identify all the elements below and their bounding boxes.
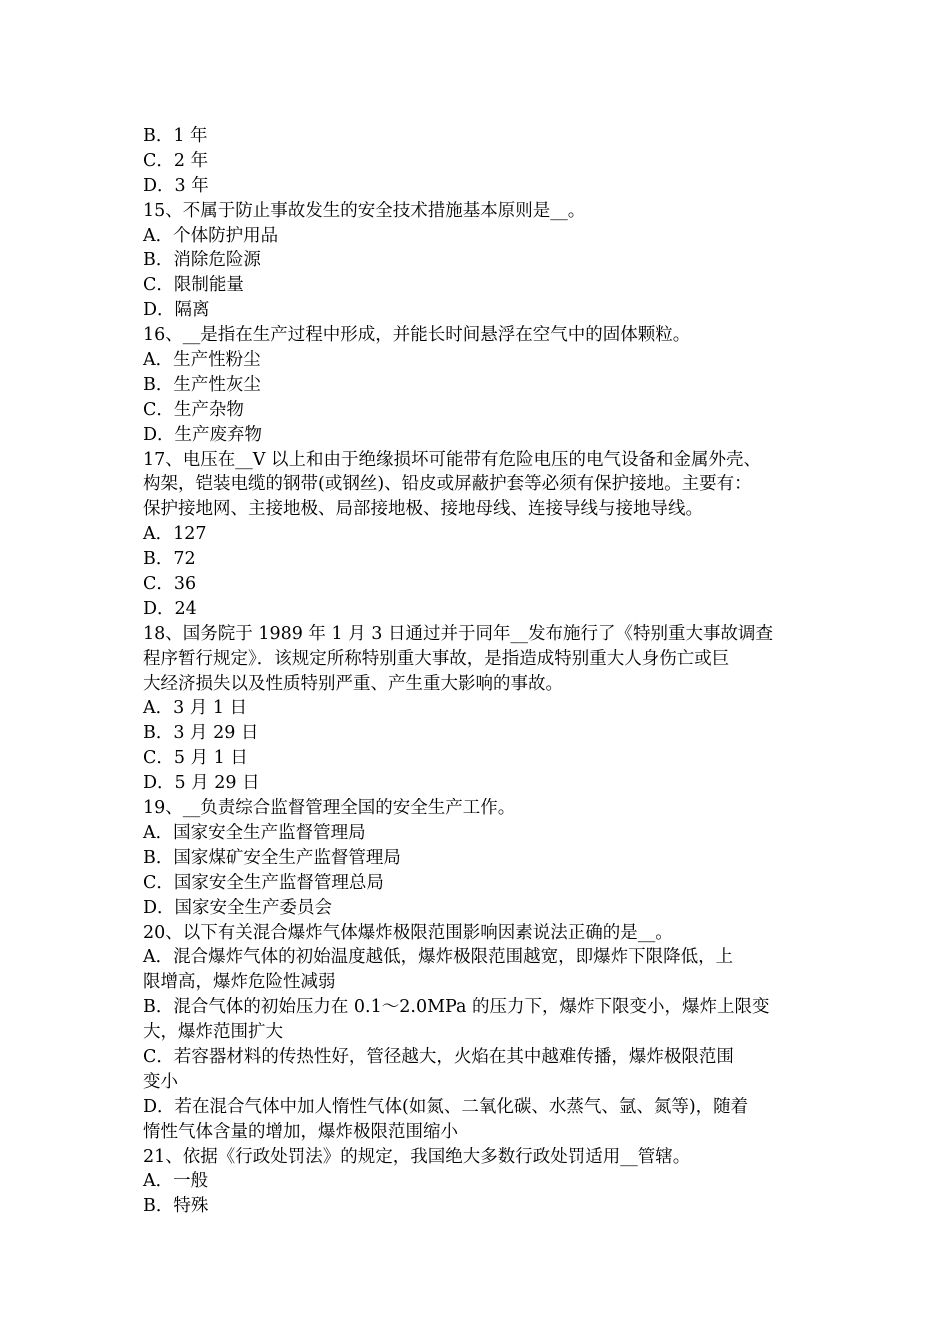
q18-option-c: C．5 月 1 日 (143, 748, 248, 769)
q16-option-d: D．生产废弃物 (143, 424, 263, 445)
q20-option-b-line-1: B．混合气体的初始压力在 0.1～2.0MPa 的压力下，爆炸下限变小，爆炸上限变 (143, 997, 770, 1018)
q15-option-d: D．隔离 (143, 300, 210, 321)
option-d-line: D．3 年 (143, 175, 209, 196)
question-18-line-1: 18、国务院于 1989 年 1 月 3 日通过并于同年__发布施行了《特别重大事故调查 (143, 623, 773, 644)
q16-option-b: B．生产性灰尘 (143, 374, 261, 395)
q16-option-c: C．生产杂物 (143, 399, 244, 420)
q19-option-d: D．国家安全生产委员会 (143, 897, 333, 918)
question-21: 21、依据《行政处罚法》的规定，我国绝大多数行政处罚适用__管辖。 (143, 1146, 691, 1167)
option-b-line: B．1 年 (143, 126, 208, 146)
q19-option-b: B．国家煤矿安全生产监督管理局 (143, 847, 401, 868)
q15-option-b: B．消除危险源 (143, 250, 261, 271)
question-17-line-2: 构架，铠装电缆的钢带(或钢丝)、铅皮或屏蔽护套等必须有保护接地。主要有： (143, 474, 752, 495)
q16-option-a: A．生产性粉尘 (143, 350, 261, 371)
q18-option-b: B．3 月 29 日 (143, 723, 259, 744)
question-20: 20、以下有关混合爆炸气体爆炸极限范围影响因素说法正确的是__。 (143, 922, 673, 943)
option-c-line: C．2 年 (143, 150, 209, 171)
q17-option-b: B．72 (143, 549, 196, 570)
question-15: 15、不属于防止事故发生的安全技术措施基本原则是__。 (143, 200, 586, 221)
question-18-line-3: 大经济损失以及性质特别严重、产生重大影响的事故。 (143, 673, 563, 694)
q20-option-c-line-1: C．若容器材料的传热性好，管径越大，火焰在其中越难传播，爆炸极限范围 (143, 1046, 734, 1067)
q20-option-a-line-2: 限增高，爆炸危险性减弱 (143, 972, 336, 993)
q20-option-d-line-2: 惰性气体含量的增加，爆炸极限范围缩小 (143, 1121, 458, 1142)
q15-option-c: C．限制能量 (143, 275, 244, 296)
question-17-line-1: 17、电压在__V 以上和由于绝缘损坏可能带有危险电压的电气设备和金属外壳、 (143, 449, 761, 470)
q17-option-d: D．24 (143, 598, 197, 619)
q19-option-a: A．国家安全生产监督管理局 (143, 822, 366, 843)
question-17-line-3: 保护接地网、主接地极、局部接地极、接地母线、连接导线与接地导线。 (143, 499, 703, 520)
question-18-line-2: 程序暂行规定》．该规定所称特别重大事故，是指造成特别重大人身伤亡或巨 (143, 648, 730, 669)
q20-option-d-line-1: D．若在混合气体中加人惰性气体(如氮、二氧化碳、水蒸气、氩、氮等)，随着 (143, 1096, 749, 1117)
question-19: 19、__负责综合监督管理全国的安全生产工作。 (143, 798, 516, 819)
q21-option-a: A．一般 (143, 1171, 209, 1192)
q19-option-c: C．国家安全生产监督管理总局 (143, 872, 384, 893)
question-16: 16、__是指在生产过程中形成，并能长时间悬浮在空气中的固体颗粒。 (143, 325, 691, 346)
q18-option-d: D．5 月 29 日 (143, 773, 260, 794)
q18-option-a: A．3 月 1 日 (143, 698, 248, 719)
q21-option-b: B．特殊 (143, 1196, 209, 1217)
document-body (143, 124, 818, 1219)
q17-option-c: C．36 (143, 574, 197, 595)
q20-option-b-line-2: 大，爆炸范围扩大 (143, 1022, 283, 1043)
q17-option-a: A．127 (143, 524, 207, 545)
q20-option-a-line-1: A．混合爆炸气体的初始温度越低，爆炸极限范围越宽，即爆炸下限降低，上 (143, 947, 734, 968)
q20-option-c-line-2: 变小 (143, 1071, 178, 1092)
q15-option-a: A．个体防护用品 (143, 225, 279, 246)
